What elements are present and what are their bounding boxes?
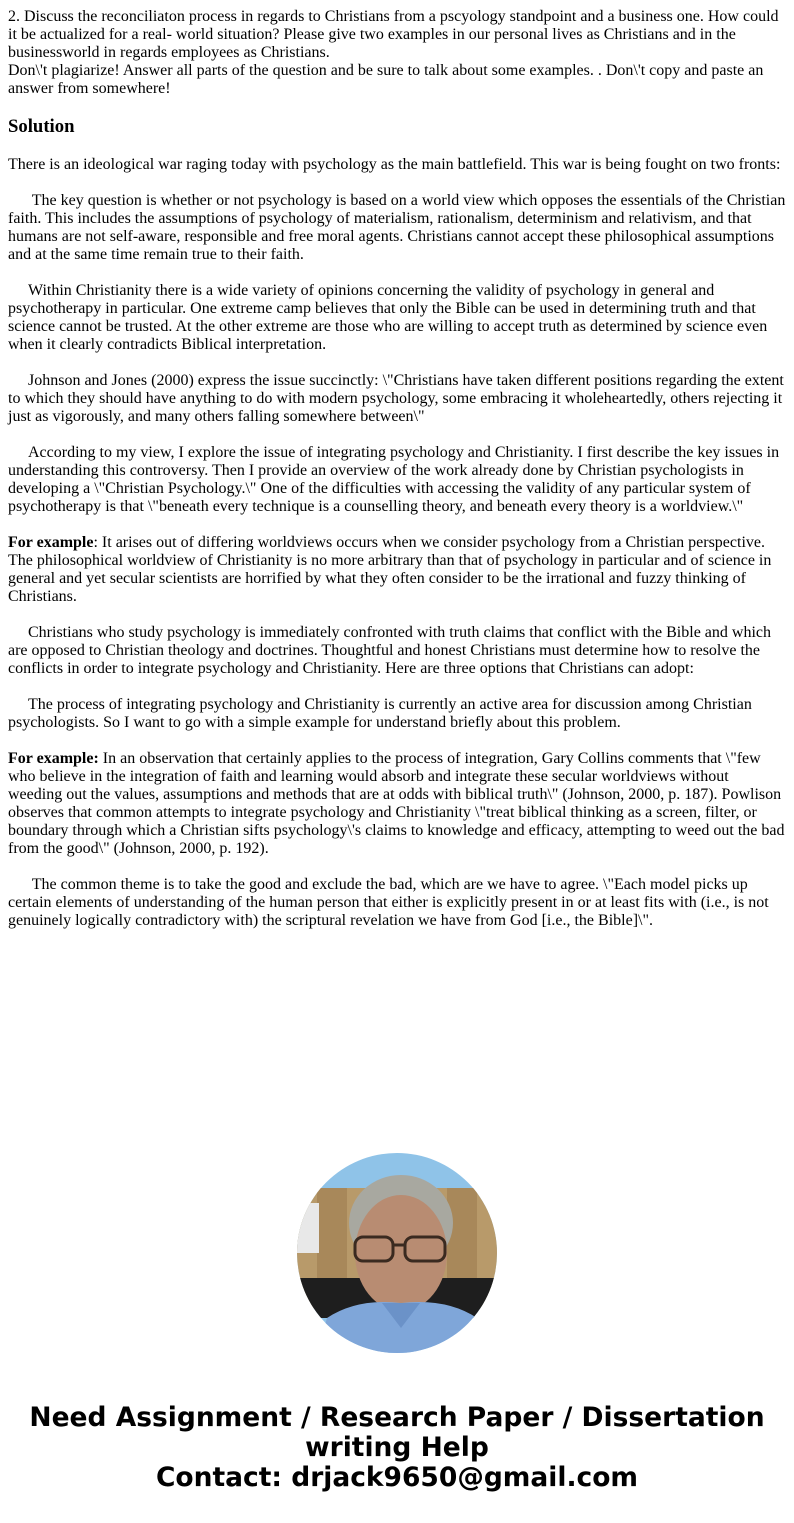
solution-paragraph-5: According to my view, I explore the issue of integrating psychology and Christianity. I first describe the key issues in understanding this controversy. Then I provide an overview of the work already done by Christian psychologists in developing a \"Christian Psychology.\" One of the difficulties with accessing the validity of any particular system of psychotherapy is that \"beneath every technique is a counselling theory, and beneath every theory is a worldview.\"	[8, 444, 780, 515]
solution-paragraph-3: Within Christianity there is a wide variety of opinions concerning the validity of psychology in general and psychotherapy in particular. One extreme camp believes that only the Bible can be used in determining truth and that science cannot be trusted. At the other extreme are those who are willing to accept truth as determined by science even when it clearly contradicts Biblical interpretation.	[8, 282, 768, 353]
solution-paragraph-8: The process of integrating psychology and Christianity is currently an active area for discussion among Christian psychologists. So I want to go with a simple example for understand briefly about this problem.	[8, 696, 752, 731]
example-label: For example:	[8, 750, 99, 767]
example-text: : It arises out of differing worldviews occurs when we consider psychology from a Christian perspective. The philosophical worldview of Christianity is no more arbitrary than that of psychology in particular and of science in general and yet secular scientists are horrified by what they often consider to be the irrational and fuzzy thinking of Christians.	[8, 534, 772, 605]
example-text: In an observation that certainly applies to the process of integration, Gary Collins comments that \"few who believe in the integration of faith and learning would absorb and integrate these secular worldviews without weeding out the values, assumptions and methods that are at odds with biblical truth\" (Johnson, 2000, p. 187). Powlison observes that common attempts to integrate psychology and Christianity \"treat biblical thinking as a screen, filter, or boundary through which a Christian sifts psychology\'s claims to knowledge and efficacy, attempting to weed out the bad from the good\" (Johnson, 2000, p. 192).	[8, 750, 785, 857]
promo-contact: Contact: drjack9650@gmail.com	[155, 1462, 639, 1493]
solution-paragraph-10: The common theme is to take the good and exclude the bad, which are we have to agree. \"Each model picks up certain elements of understanding of the human person that either is explicitly present in or at least fits with (i.e., is not genuinely logically contradictory with) the scriptural revelation we have from God [i.e., the Bible]\".	[8, 876, 769, 929]
solution-heading: Solution	[8, 116, 75, 137]
solution-paragraph-7: Christians who study psychology is immediately confronted with truth claims that conflict with the Bible and which are opposed to Christian theology and doctrines. Thoughtful and honest Christians must determine how to resolve the conflicts in order to integrate psychology and Christianity. Here are three options that Christians can adopt:	[8, 624, 771, 677]
solution-paragraph-9	[8, 750, 786, 858]
solution-paragraph-2: The key question is whether or not psychology is based on a world view which opposes the essentials of the Christian faith. This includes the assumptions of psychology of materialism, rationalism, determinism and relativism, and that humans are not self-aware, responsible and free moral agents. Christians cannot accept these philosophical assumptions and at the same time remain true to their faith.	[8, 192, 786, 263]
solution-paragraph-4: Johnson and Jones (2000) express the issue succinctly: \"Christians have taken different positions regarding the extent to which they should have anything to do with modern psychology, some embracing it wholeheartedly, others rejecting it just as vigorously, and many others falling somewhere between\"	[8, 372, 784, 425]
example-label: For example	[8, 534, 94, 551]
author-avatar	[297, 1153, 497, 1353]
author-portrait-icon	[297, 1153, 497, 1353]
promo-banner	[0, 1403, 794, 1493]
promo-line-1: Need Assignment / Research Paper / Dissertation	[29, 1402, 765, 1433]
solution-paragraph-1: There is an ideological war raging today with psychology as the main battlefield. This war is being fought on two fronts:	[8, 156, 781, 173]
solution-paragraph-6	[8, 534, 786, 606]
question-instructions: Don\'t plagiarize! Answer all parts of the question and be sure to talk about some examples. . Don\'t copy and paste an answer from somewhere!	[8, 62, 764, 97]
question-text	[8, 8, 786, 98]
promo-line-2: writing Help	[305, 1432, 489, 1463]
question-prompt: 2. Discuss the reconciliaton process in regards to Christians from a pscyology standpoint and a business one. How could it be actualized for a real- world situation? Please give two examples in our personal lives as Christians and in the businessworld in regards employees as Christians.	[8, 8, 779, 61]
